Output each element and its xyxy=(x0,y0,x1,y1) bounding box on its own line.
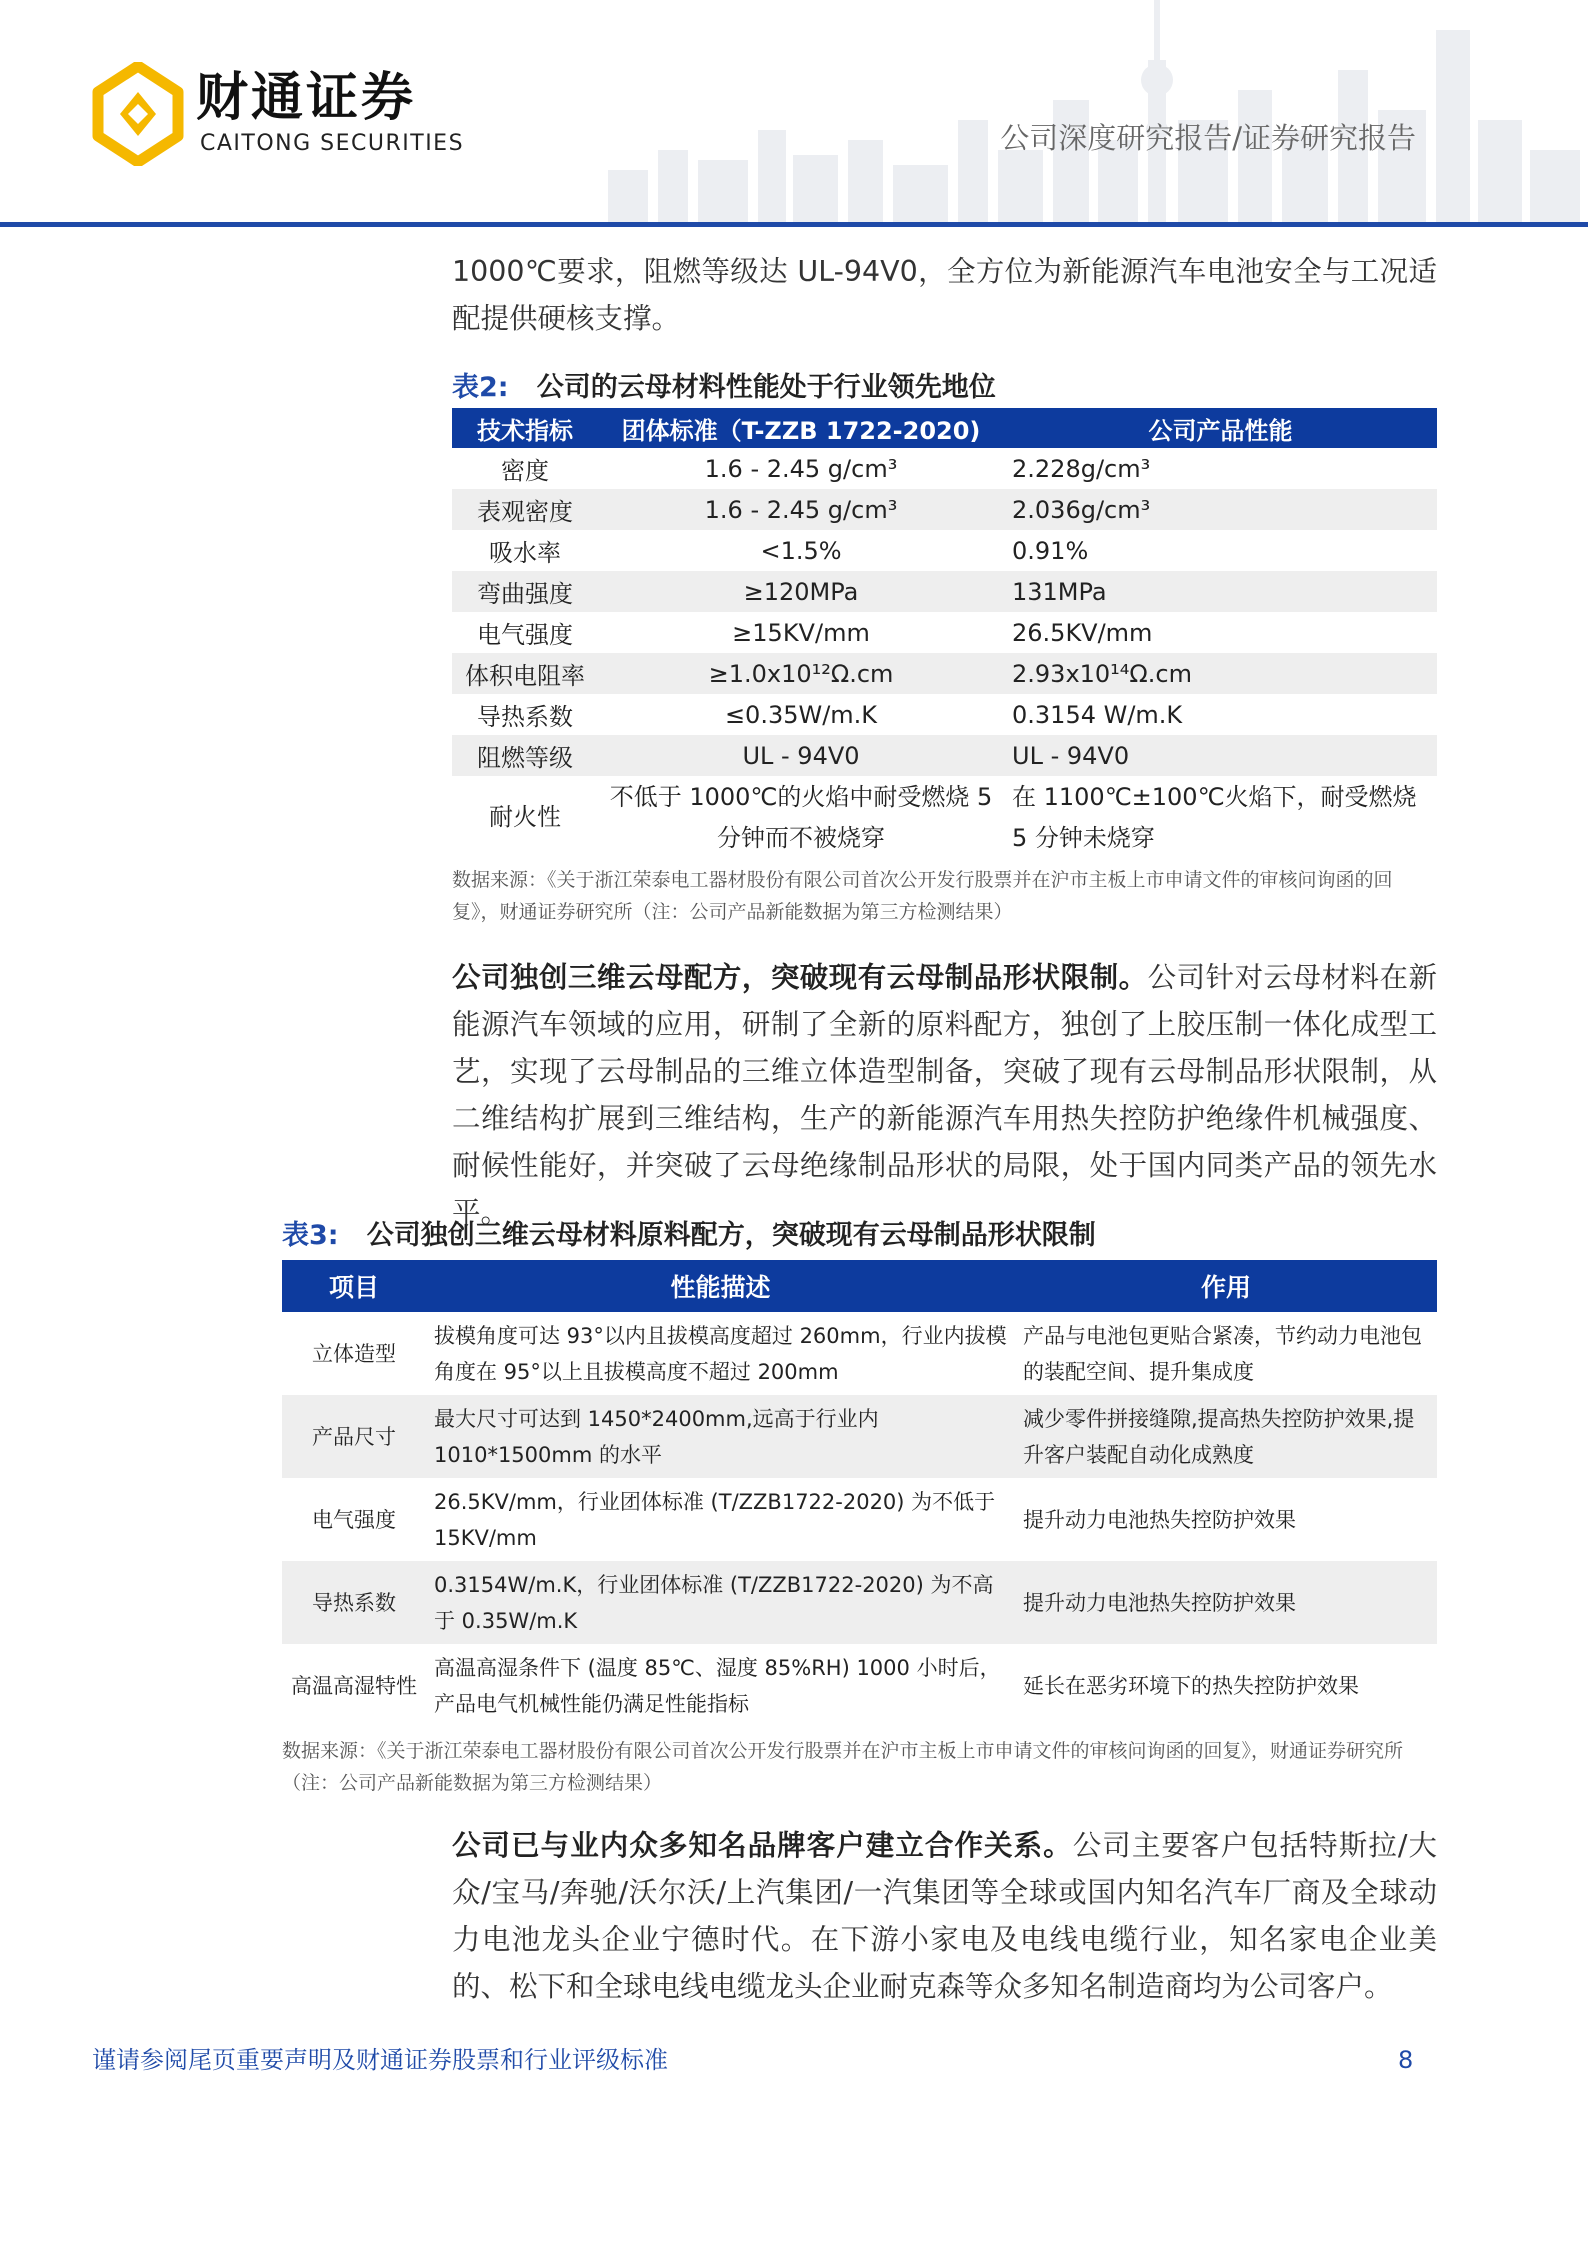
caitong-logo-icon xyxy=(92,62,184,166)
table-cell: 吸水率 xyxy=(489,539,561,567)
table-cell: 0.3154 W/m.K xyxy=(1012,700,1183,729)
table-cell: ≥1.0x10¹²Ω.cm xyxy=(598,653,1004,694)
paragraph-lead: 公司独创三维云母配方，突破现有云母制品形状限制。 xyxy=(452,961,1148,994)
paragraph-lead: 公司已与业内众多知名品牌客户建立合作关系。 xyxy=(452,1829,1073,1862)
intro-paragraph: 1000℃要求，阻燃等级达 UL-94V0，全方位为新能源汽车电池安全与工况适配提供硬核支撑。 xyxy=(452,255,1437,335)
table-cell: 耐火性 xyxy=(489,803,561,831)
table-cell: 体积电阻率 xyxy=(452,653,598,694)
table-cell: 高温高湿特性 xyxy=(291,1673,417,1698)
table-row xyxy=(452,735,1437,776)
table3-label: 表3: xyxy=(282,1220,339,1251)
table-cell: 高温高湿条件下 (温度 85℃、湿度 85%RH) 1000 小时后，产品电气机械性能仍满足性能指标 xyxy=(434,1655,1001,1716)
table-cell: 0.91% xyxy=(1012,536,1089,565)
table-cell: 2.93x10¹⁴Ω.cm xyxy=(1004,653,1437,694)
table-cell: 产品尺寸 xyxy=(282,1395,426,1478)
table2-source: 数据来源：《关于浙江荣泰电工器材股份有限公司首次公开发行股票并在沪市主板上市申请文件的审核问询函的回复》，财通证券研究所（注：公司产品新能数据为第三方检测结果） xyxy=(452,869,1393,923)
table2-header-row xyxy=(452,408,1437,448)
table-cell: 拔模角度可达 93°以内且拔模高度超过 260mm，行业内拔模角度在 95°以上且拔模高度不超过 200mm xyxy=(434,1323,1007,1384)
table3-header-cell: 项目 xyxy=(282,1260,426,1312)
table-row xyxy=(452,612,1437,653)
city-skyline-watermark xyxy=(588,0,1588,222)
header-divider xyxy=(0,222,1588,227)
table-cell: 1.6 - 2.45 g/cm³ xyxy=(598,489,1004,530)
paragraph-body: 公司主要客户包括特斯拉/大众/宝马/奔驰/沃尔沃/上汽集团/一汽集团等全球或国内知名汽车厂商及全球动力电池龙头企业宁德时代。在下游小家电及电线电缆行业，知名家电企业美的、松下和全球电线电缆龙头企业耐克森等众多知名制造商均为公司客户。 xyxy=(452,1829,1437,2003)
brand-name-cn: 财通证券 xyxy=(196,68,417,128)
table-cell: 0.3154W/m.K，行业团体标准 (T/ZZB1722-2020) 为不高于 0.35W/m.K xyxy=(426,1561,1015,1644)
table-row xyxy=(452,776,1437,859)
footer-disclaimer-link[interactable]: 谨请参阅尾页重要声明及财通证券股票和行业评级标准 xyxy=(92,2046,668,2074)
table3-title-text: 公司独创三维云母材料原料配方，突破现有云母制品形状限制 xyxy=(366,1220,1096,1251)
table-cell: 减少零件拼接缝隙,提高热失控防护效果,提升客户装配自动化成熟度 xyxy=(1015,1395,1437,1478)
table-cell: 26.5KV/mm xyxy=(1012,618,1153,647)
table-cell: 131MPa xyxy=(1004,571,1437,612)
table2-title-text: 公司的云母材料性能处于行业领先地位 xyxy=(536,372,996,403)
table-cell: 导热系数 xyxy=(282,1561,426,1644)
table-row xyxy=(452,448,1437,489)
table-cell: 2.036g/cm³ xyxy=(1004,489,1437,530)
table-row xyxy=(282,1644,1437,1727)
table-cell: <1.5% xyxy=(760,536,842,565)
table-cell: 2.228g/cm³ xyxy=(1012,454,1151,483)
table-cell: 提升动力电池热失控防护效果 xyxy=(1023,1507,1296,1532)
table-cell: 提升动力电池热失控防护效果 xyxy=(1015,1561,1437,1644)
table-cell: UL - 94V0 xyxy=(1004,735,1437,776)
table-cell: 电气强度 xyxy=(312,1507,396,1532)
table3-header-cell: 性能描述 xyxy=(426,1260,1015,1312)
paragraph-3d-mica xyxy=(452,954,1437,1236)
table-cell: ≥15KV/mm xyxy=(732,618,870,647)
table2-header-cell: 团体标准（T-ZZB 1722-2020) xyxy=(598,408,1004,448)
table3-title xyxy=(282,1222,1096,1249)
table2-header-cell: 技术指标 xyxy=(452,408,598,448)
table2 xyxy=(452,408,1437,859)
table-cell: 表观密度 xyxy=(452,489,598,530)
table-cell: 导热系数 xyxy=(477,703,573,731)
table-cell: ≤0.35W/m.K xyxy=(724,700,878,729)
table3-source: 数据来源：《关于浙江荣泰电工器材股份有限公司首次公开发行股票并在沪市主板上市申请文件的审核问询函的回复》，财通证券研究所（注：公司产品新能数据为第三方检测结果） xyxy=(282,1740,1404,1794)
table-row xyxy=(452,653,1437,694)
paragraph-customers xyxy=(452,1822,1437,2010)
table-cell: 阻燃等级 xyxy=(452,735,598,776)
table-cell: 弯曲强度 xyxy=(452,571,598,612)
page-header xyxy=(0,0,1588,230)
table-cell: 1.6 - 2.45 g/cm³ xyxy=(704,454,898,483)
table-row xyxy=(282,1395,1437,1478)
table2-header-cell: 公司产品性能 xyxy=(1004,408,1437,448)
table-row xyxy=(282,1561,1437,1644)
table-row xyxy=(452,571,1437,612)
table3 xyxy=(282,1260,1437,1727)
page-number: 8 xyxy=(1398,2046,1414,2074)
table-cell: ≥120MPa xyxy=(598,571,1004,612)
paragraph-body: 公司针对云母材料在新能源汽车领域的应用，研制了全新的原料配方，独创了上胶压制一体化成型工艺，实现了云母制品的三维立体造型制备，突破了现有云母制品形状限制，从二维结构扩展到三维结构，生产的新能源汽车用热失控防护绝缘件机械强度、耐候性能好，并突破了云母绝缘制品形状的局限，处于国内同类产品的领先水平。 xyxy=(452,961,1437,1229)
table-cell: 密度 xyxy=(501,457,549,485)
report-type: 公司深度研究报告/证券研究报告 xyxy=(1000,121,1416,155)
table-cell: 产品与电池包更贴合紧凑，节约动力电池包的装配空间、提升集成度 xyxy=(1023,1323,1422,1384)
table-cell: 立体造型 xyxy=(312,1341,396,1366)
table2-label: 表2: xyxy=(452,372,509,403)
table3-header-row xyxy=(282,1260,1437,1312)
table2-title xyxy=(452,374,996,401)
brand-name-en: CAITONG SECURITIES xyxy=(200,131,465,156)
table-row xyxy=(282,1312,1437,1395)
table-row xyxy=(282,1478,1437,1561)
table-cell: 不低于 1000℃的火焰中耐受燃烧 5 分钟而不被烧穿 xyxy=(609,782,993,852)
table-cell: 电气强度 xyxy=(477,621,573,649)
table-row xyxy=(452,489,1437,530)
table-row xyxy=(452,530,1437,571)
table-cell: 最大尺寸可达到 1450*2400mm,远高于行业内 1010*1500mm 的水平 xyxy=(426,1395,1015,1478)
table-cell: UL - 94V0 xyxy=(598,735,1004,776)
table-cell: 延长在恶劣环境下的热失控防护效果 xyxy=(1023,1673,1359,1698)
table3-header-cell: 作用 xyxy=(1015,1260,1437,1312)
table-cell: 在 1100℃±100℃火焰下，耐受燃烧 5 分钟未烧穿 xyxy=(1012,782,1417,852)
table-row xyxy=(452,694,1437,735)
table-cell: 26.5KV/mm，行业团体标准 (T/ZZB1722-2020) 为不低于 15KV/mm xyxy=(434,1489,996,1550)
